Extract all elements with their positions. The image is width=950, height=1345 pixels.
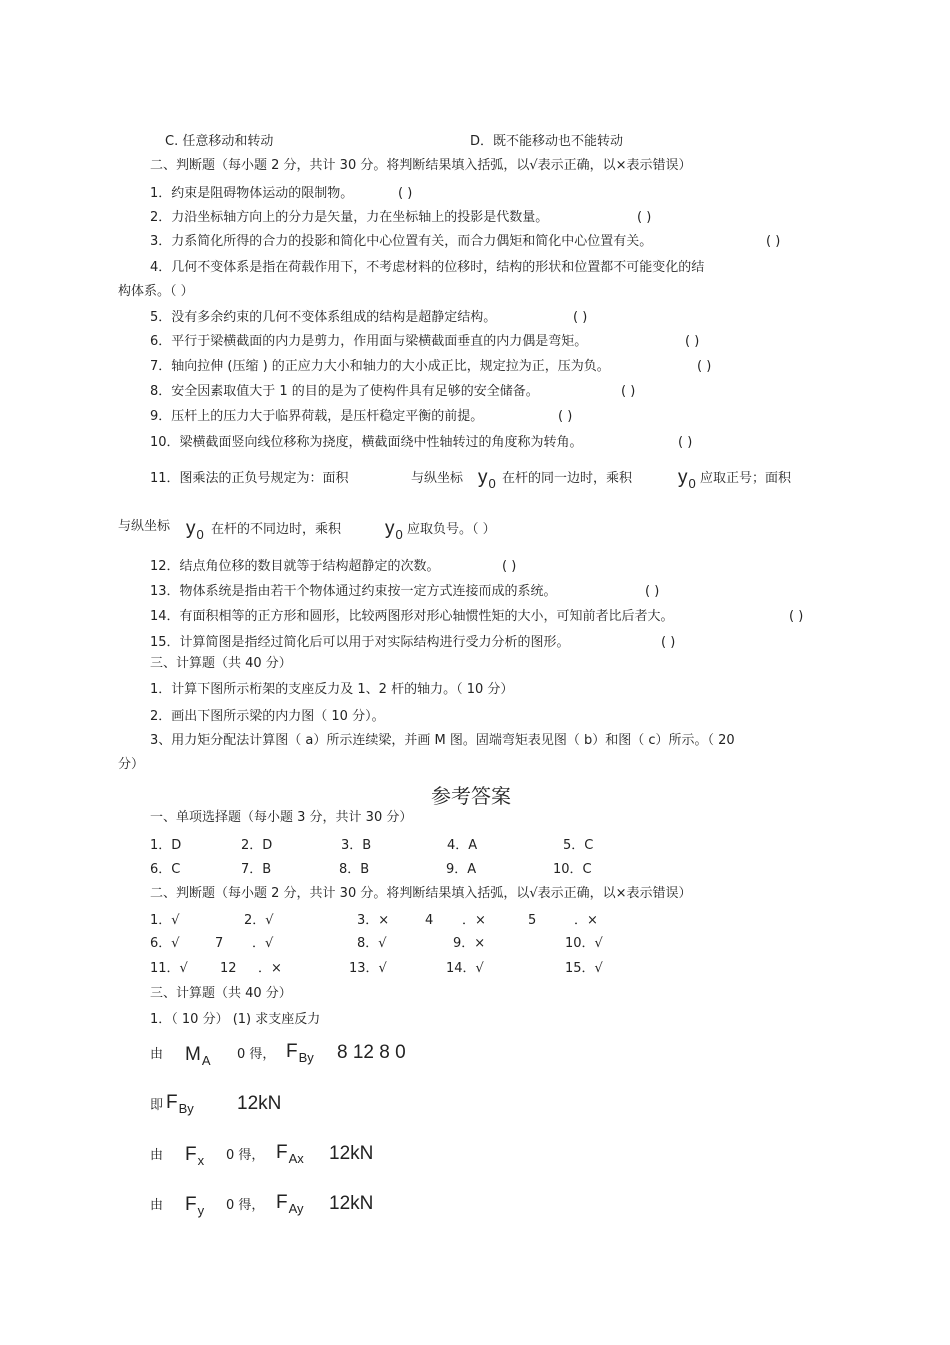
eq3-force2: $F_{Ax}$ [276,1142,304,1166]
judge-q12-paren: ( ) [502,559,517,574]
judge-q9: 9．压杆上的压力大于临界荷载，是压杆稳定平衡的前提。 [150,409,484,424]
judge-q10-paren: ( ) [678,435,693,450]
judge-q11-b: 与纵坐标 [411,471,464,486]
judge-q6-paren: ( ) [685,334,700,349]
judge-q1-paren: ( ) [398,186,413,201]
eq2-val: 12kN [237,1093,282,1114]
judge-q11-a: 11．图乘法的正负号规定为：面积 [150,471,349,486]
eq4-you: 由 [150,1198,164,1213]
option-d: D．既不能移动也不能转动 [470,134,624,149]
judge-q11-g: 应取负号。（ ） [407,522,496,537]
eq3-val: 12kN [329,1143,374,1164]
judge-q7-paren: ( ) [697,359,712,374]
judge-header: 二、判断题（每小题 2 分，共计 30 分。将判断结果填入括弧，以√表示正确，以×表示错误） [150,158,692,173]
calc-q1: 1．计算下图所示桁架的支座反力及 1、2 杆的轴力。（ 10 分） [150,682,514,697]
judge-q5: 5．没有多余约束的几何不变体系组成的结构是超静定结构。 [150,310,497,325]
y0-symbol: $y_0$ [678,467,696,491]
eq4-zero: 0 得， [226,1198,265,1213]
answer-item: 4 [425,913,434,928]
answer-item: 3．× [357,913,390,928]
judge-q3-paren: ( ) [766,234,781,249]
y0-symbol: $y_0$ [186,518,204,542]
answer-item: 6．C [150,862,181,877]
judge-q2-paren: ( ) [637,210,652,225]
answer-item: 2．D [241,838,273,853]
judge-q4-line2: 构体系。（ ） [118,284,194,299]
eq1-zero: 0 得， [237,1047,276,1062]
judge-q4-line1: 4．几何不变体系是指在荷载作用下，不考虑材料的位移时，结构的形状和位置都不可能变化的结 [150,260,705,275]
eq4-force2: $F_{Ay}$ [276,1192,304,1216]
eq1-you: 由 [150,1047,164,1062]
y0-symbol: $y_0$ [385,518,403,542]
answer-item: 15．√ [565,961,603,976]
answer-item: 13．√ [349,961,387,976]
answer-item: 10．C [553,862,592,877]
answer-item: 14．√ [446,961,484,976]
answer-item: ．× [258,961,282,976]
answer-item: 5．C [563,838,594,853]
answer-item: 9．A [446,862,477,877]
judge-q8-paren: ( ) [621,384,636,399]
eq2-force: $F_{By}$ [166,1092,194,1116]
answers-judge-header: 二、判断题（每小题 2 分，共计 30 分。将判断结果填入括弧，以√表示正确，以×表示错误） [150,886,692,901]
y0-symbol: $y_0$ [478,467,496,491]
judge-q15: 15．计算简图是指经过简化后可以用于对实际结构进行受力分析的图形。 [150,635,570,650]
answer-item: 8．B [339,862,370,877]
eq1-moment: $M_A$ [185,1044,211,1068]
answer-item: 9．× [453,936,486,951]
answer-item: 12 [220,961,237,976]
judge-q12: 12．结点角位移的数目就等于结构超静定的次数。 [150,559,440,574]
judge-q11-e: 与纵坐标 [118,519,171,534]
judge-q11-d: 应取正号；面积 [700,471,792,486]
answer-item: 2．√ [244,913,274,928]
judge-q11-c: 在杆的同一边时，乘积 [502,471,633,486]
judge-q9-paren: ( ) [558,409,573,424]
eq3-you: 由 [150,1148,164,1163]
eq1-force: $F_{By}$ [286,1041,314,1065]
answers-calc-q1: 1．（ 10 分） (1) 求支座反力 [150,1012,321,1027]
eq3-zero: 0 得， [226,1148,265,1163]
judge-q1: 1．约束是阻碍物体运动的限制物。 [150,186,354,201]
answer-item: 10．√ [565,936,603,951]
judge-q2: 2．力沿坐标轴方向上的分力是矢量，力在坐标轴上的投影是代数量。 [150,210,549,225]
judge-q13: 13．物体系统是指由若干个物体通过约束按一定方式连接而成的系统。 [150,584,557,599]
answer-item: 7．B [241,862,272,877]
judge-q11-f: 在杆的不同边时，乘积 [211,522,342,537]
answer-item: ．× [574,913,598,928]
answer-item: 11．√ [150,961,188,976]
judge-q13-paren: ( ) [645,584,660,599]
judge-q14: 14．有面积相等的正方形和圆形，比较两图形对形心轴惯性矩的大小，可知前者比后者大。 [150,609,674,624]
answer-item: 1．D [150,838,182,853]
eq4-val: 12kN [329,1193,374,1214]
judge-q6: 6．平行于梁横截面的内力是剪力，作用面与梁横截面垂直的内力偶是弯矩。 [150,334,588,349]
judge-q3: 3．力系简化所得的合力的投影和简化中心位置有关，而合力偶矩和简化中心位置有关。 [150,234,653,249]
option-c: C. 任意移动和转动 [165,134,274,149]
answer-item: 8．√ [357,936,387,951]
calc-q3-line1: 3、用力矩分配法计算图（ a）所示连续梁，并画 M 图。固端弯矩表见图（ b）和图（ c）所示。（ 20 [150,733,735,748]
answers-calc-header: 三、计算题（共 40 分） [150,986,292,1001]
answer-item: 4．A [447,838,478,853]
answer-item: ．× [462,913,486,928]
judge-q5-paren: ( ) [573,310,588,325]
judge-q7: 7．轴向拉伸 (压缩 ) 的正应力大小和轴力的大小成正比，规定拉为正，压为负。 [150,359,610,374]
judge-q15-paren: ( ) [661,635,676,650]
eq4-force: $F_y$ [185,1194,205,1218]
calc-header: 三、计算题（共 40 分） [150,656,292,671]
eq2-ji: 即 [150,1098,164,1113]
judge-q8: 8．安全因素取值大于 1 的目的是为了使构件具有足够的安全储备。 [150,384,539,399]
eq1-expr: 8 12 8 0 [337,1042,406,1063]
calc-q2: 2．画出下图所示梁的内力图（ 10 分）。 [150,709,385,724]
answer-item: 1．√ [150,913,180,928]
judge-q10: 10．梁横截面竖向线位移称为挠度，横截面绕中性轴转过的角度称为转角。 [150,435,583,450]
answer-item: 3．B [341,838,372,853]
judge-q14-paren: ( ) [789,609,804,624]
calc-q3-line2: 分） [118,757,145,772]
answers-title: 参考答案 [431,784,511,808]
eq3-force: $F_x$ [185,1144,205,1168]
answers-single-header: 一、单项选择题（每小题 3 分，共计 30 分） [150,810,413,825]
answer-item: 6．√ [150,936,180,951]
answer-item: ．√ [252,936,274,951]
answer-item: 5 [528,913,537,928]
answer-item: 7 [215,936,224,951]
